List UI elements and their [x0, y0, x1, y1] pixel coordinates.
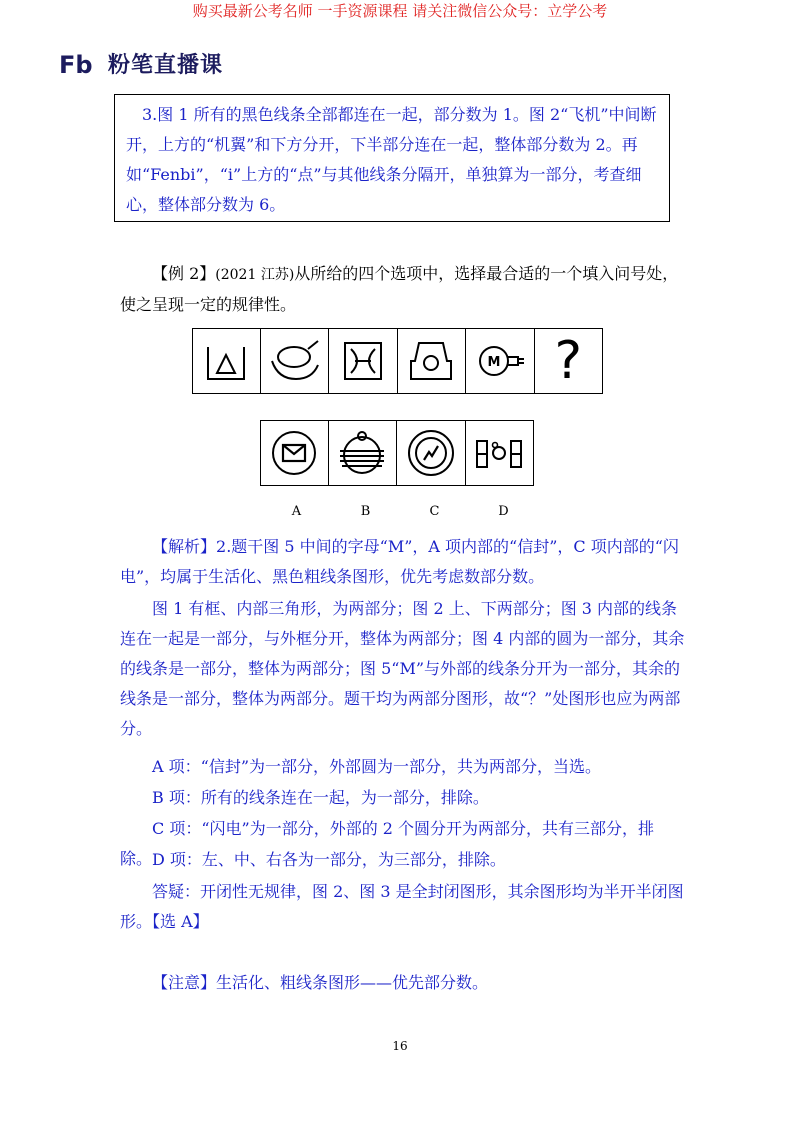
- analysis-tag: 【解析】: [152, 537, 217, 556]
- option-label-d: D: [498, 504, 509, 519]
- example-question: [120, 259, 686, 320]
- top-banner: 购买最新公考名师 一手资源课程 请关注微信公众号：立学公考: [192, 2, 608, 20]
- example-tag: 【例 2】: [152, 264, 216, 283]
- question-mark: ?: [554, 331, 583, 391]
- svg-text:M: M: [487, 355, 501, 370]
- triangle-in-tray-icon: [196, 331, 256, 391]
- option-label-b: B: [360, 504, 371, 519]
- trapezoid-circle-icon: [401, 331, 461, 391]
- attention-tag: 【注意】: [152, 973, 217, 992]
- example-question-text: 从所给的四个选项中，选择最合适的一个填入问号处，使之呈现一定的规律性。: [120, 264, 679, 314]
- three-part-icon: [469, 423, 529, 483]
- option-b-figure: [329, 420, 398, 486]
- option-a-figure: [260, 420, 329, 486]
- note-box-text: 3.图 1 所有的黑色线条全部都连在一起，部分数为 1。图 2“飞机”中间断开，上方的“机翼”和下方分开，下半部分连在一起，整体部分数为 2。再如“Fenbi”，“i”上方的“点”与其他线条分隔开，单独算为一部分，考查细心，整体部分数为 6。: [126, 105, 657, 214]
- option-label-a: A: [291, 504, 302, 519]
- answer-tag: 【选 A】: [152, 912, 209, 931]
- option-label-c: C: [429, 504, 440, 519]
- figure-5: [466, 328, 535, 394]
- motor-m-icon: [470, 331, 530, 391]
- brand-header: [58, 48, 223, 79]
- brand-name: 粉笔直播课: [108, 53, 224, 78]
- striped-circle-icon: [332, 423, 392, 483]
- envelope-circle-icon: [264, 423, 324, 483]
- faq-text: 答疑：开闭性无规律，图 2、图 3 是全封闭图形，其余图形均为半开半闭图形。: [120, 882, 684, 931]
- loop-ellipse-icon: [264, 331, 324, 391]
- question-figure-strip: [192, 328, 603, 394]
- option-d-figure: [466, 420, 535, 486]
- svg-text:Fb: Fb: [59, 50, 93, 77]
- figure-2: [261, 328, 330, 394]
- page-number: 16: [392, 1039, 408, 1053]
- figure-4: [398, 328, 467, 394]
- analysis-item-a: A 项：“信封”为一部分，外部圆为一部分，共为两部分，当选。: [152, 757, 602, 776]
- options-figure-strip: [260, 420, 534, 486]
- figure-3: [329, 328, 398, 394]
- analysis-item-b: B 项：所有的线条连在一起，为一部分，排除。: [152, 788, 489, 807]
- analysis-item-d: D 项：左、中、右各为一部分，为三部分，排除。: [152, 850, 506, 869]
- analysis-p2: 图 1 有框、内部三角形，为两部分；图 2 上、下两部分；图 3 内部的线条连在一起是一部分，与外框分开，整体为两部分；图 4 内部的圆为一部分，其余的线条是一部分，整体为两部分；图 5“M”与外部的线条分开为一部分，其余的线条是一部分，整体为两部分。题干均为两部分图形，故“？”处图形也应为两部分。: [120, 599, 685, 738]
- analysis-p1: 2.题干图 5 中间的字母“M”，A 项内部的“信封”，C 项内部的“闪电”，均属于生活化、黑色粗线条图形，优先考虑数部分数。: [120, 537, 679, 586]
- example-source: (2021 江苏): [215, 267, 295, 283]
- analysis-item-c: C 项：“闪电”为一部分，外部的 2 个圆分开为两部分，共有三部分，排除。: [120, 819, 655, 868]
- lightning-circles-icon: [401, 423, 461, 483]
- figure-1: [192, 328, 261, 394]
- analysis-intro: [120, 532, 686, 592]
- double-arc-box-icon: [333, 331, 393, 391]
- attention-text: 生活化、粗线条图形——优先部分数。: [216, 973, 489, 992]
- figure-6: [535, 328, 604, 394]
- analysis-faq: [120, 877, 686, 937]
- attention-note: [120, 968, 686, 998]
- option-c-figure: [397, 420, 466, 486]
- fenbi-logo-icon: [58, 51, 100, 77]
- option-labels: [262, 504, 538, 519]
